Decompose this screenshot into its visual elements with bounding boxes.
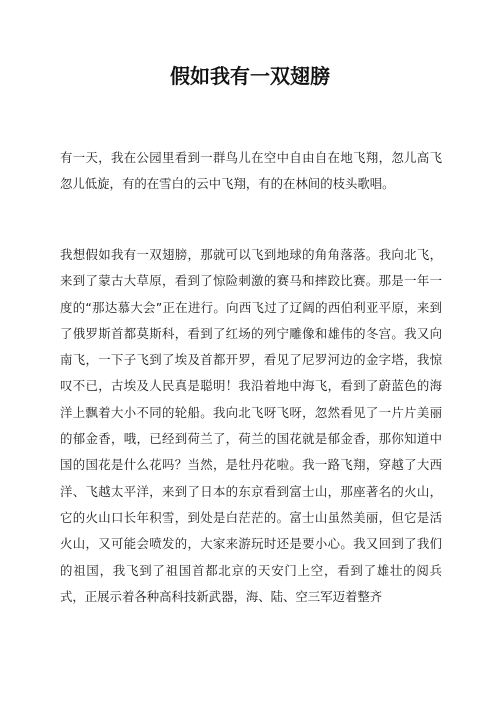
document-title: 假如我有一双翅膀 — [170, 64, 330, 88]
paragraph-imagination: 我想假如我有一双翅膀，那就可以飞到地球的角角落落。我向北飞，来到了蒙古大草原，看到了惊险刺激的赛马和摔跤比赛。那是一年一度的“那达慕大会”正在进行。向西飞过了辽阔的西伯利亚平原，来到了俄罗斯首都莫斯科，看到了红场的列宁雕像和雄伟的冬宫。我又向南飞，一下子飞到了埃及首都开罗，看见了尼罗河边的金字塔，我惊叹不已，古埃及人民真是聪明！我沿着地中海飞，看到了蔚蓝色的海洋上飘着大小不同的轮船。我向北飞呀飞呀，忽然看见了一片片美丽的郁金香，哦，已经到荷兰了，荷兰的国花就是郁金香，那你知道中国的国花是什么花吗？当然，是牡丹花啦。我一路飞翔，穿越了大西洋、飞越太平洋，来到了日本的东京看到富士山，那座著名的火山，它的火山口长年积雪，到处是白茫茫的。富士山虽然美丽，但它是活火山，又可能会喷发的，大家来游玩时还是要小心。我又回到了我们的祖国，我飞到了祖国首都北京的天安门上空，看到了雄壮的阅兵式，正展示着各种高科技新武器，海、陆、空三军迈着整齐 — [60, 247, 442, 604]
paragraph-intro: 有一天，我在公园里看到一群鸟儿在空中自由自在地飞翔，忽儿高飞忽儿低旋，有的在雪白的云中飞翔，有的在林间的枝头歌唱。 — [60, 150, 442, 192]
